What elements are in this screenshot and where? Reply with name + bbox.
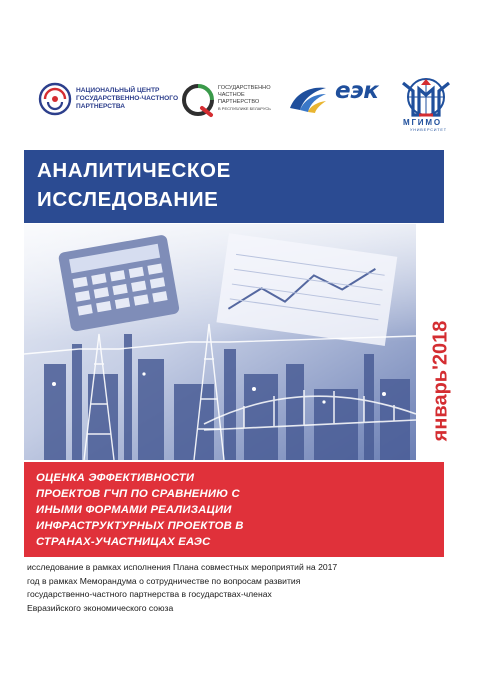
gcp-line: ЧАСТНОЕ bbox=[218, 92, 245, 98]
gcp-logo-text bbox=[218, 85, 286, 112]
logo-strip bbox=[0, 70, 490, 140]
mgimo-name: МГИМО bbox=[403, 118, 442, 127]
description-line: Евразийского экономического союза bbox=[27, 602, 174, 613]
subtitle-line: ПРОЕКТОВ ГЧП ПО СРАВНЕНИЮ С bbox=[36, 488, 240, 500]
description-line: государственно-частного партнерства в государствах-членах bbox=[27, 589, 272, 599]
eaeu-emblem-icon bbox=[286, 82, 330, 116]
ngpc-line: ПАРТНЕРСТВА bbox=[76, 103, 126, 110]
infrastructure-collage-image bbox=[24, 224, 416, 460]
gcp-line: В РЕСПУБЛИКЕ БЕЛАРУСЬ bbox=[218, 106, 271, 111]
date-text: январь'2018 bbox=[429, 320, 452, 441]
eek-logo-text: еэк bbox=[335, 78, 379, 104]
eaeu-logo bbox=[286, 82, 330, 116]
title-line: ИССЛЕДОВАНИЕ bbox=[37, 188, 219, 211]
gcp-line: ПАРТНЕРСТВО bbox=[218, 99, 260, 105]
subtitle-banner bbox=[24, 462, 444, 557]
gcp-emblem-icon bbox=[180, 82, 216, 118]
title-line: АНАЛИТИЧЕСКОЕ bbox=[37, 159, 231, 182]
gcp-line: ГОСУДАРСТВЕННО bbox=[218, 85, 271, 91]
subtitle-line: ИНЫМИ ФОРМАМИ РЕАЛИЗАЦИИ bbox=[36, 504, 232, 516]
subtitle-line: СТРАНАХ-УЧАСТНИЦАХ ЕАЭС bbox=[36, 536, 211, 548]
date-label bbox=[424, 298, 458, 463]
description-line: исследование в рамках исполнения Плана совместных мероприятий на 2017 bbox=[27, 562, 338, 572]
subtitle-line: ИНФРАСТРУКТУРНЫХ ПРОЕКТОВ В bbox=[36, 520, 244, 532]
ngpc-emblem-icon bbox=[38, 82, 72, 116]
ngpc-logo bbox=[38, 82, 188, 122]
eek-logo bbox=[335, 78, 391, 108]
mgimo-emblem-icon bbox=[395, 75, 457, 119]
cover-photo bbox=[24, 224, 416, 460]
description-line: год в рамках Меморандума о сотрудничестве по вопросам развития bbox=[27, 575, 301, 586]
subtitle-line: ОЦЕНКА ЭФФЕКТИВНОСТИ bbox=[36, 472, 195, 484]
ngpc-logo-text bbox=[76, 87, 188, 111]
ngpc-line: НАЦИОНАЛЬНЫЙ ЦЕНТР bbox=[76, 87, 160, 94]
description bbox=[27, 561, 437, 615]
title-banner bbox=[24, 150, 444, 223]
ngpc-line: ГОСУДАРСТВЕННО-ЧАСТНОГО bbox=[76, 95, 179, 102]
mgimo-logo bbox=[395, 75, 457, 139]
gcp-belarus-logo bbox=[180, 80, 285, 124]
mgimo-subtitle: УНИВЕРСИТЕТ bbox=[410, 128, 447, 132]
